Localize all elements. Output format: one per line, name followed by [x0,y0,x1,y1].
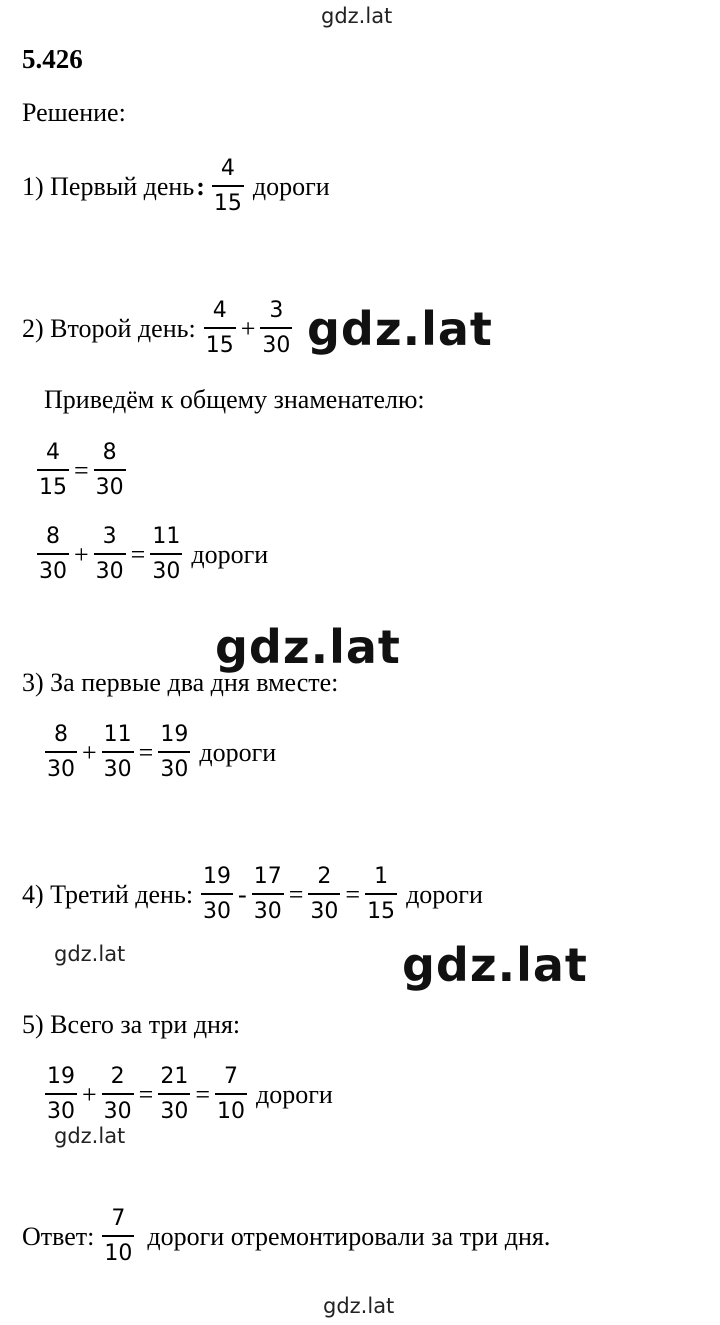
equation-1 [34,440,129,501]
watermark-bottom: gdz.lat [323,1294,395,1318]
step-1-label: 1) Первый день [22,171,195,201]
fraction: $\frac{8}{30}$ [95,440,124,500]
step-3-label: 3) За первые два дня вместе: [22,668,339,697]
answer [22,1206,550,1267]
watermark-small: gdz.lat [54,942,126,966]
watermark-top: gdz.lat [321,4,393,28]
step-1 [22,156,330,217]
fraction: $\frac{1}{15}$ [367,864,396,924]
plus-sign: + [74,539,89,569]
step-5-label: 5) Всего за три дня: [22,1010,241,1039]
fraction: $\frac{3}{30}$ [95,524,124,584]
minus-sign: - [238,879,247,909]
common-denominator-text: Приведём к общему знаменателю: [44,385,425,414]
fraction: $\frac{4}{15}$ [213,156,242,216]
watermark-large: gdz.lat [402,938,588,992]
fraction: $\frac{21}{30}$ [160,1064,189,1124]
fraction: $\frac{17}{30}$ [253,864,282,924]
fraction: $\frac{19}{30}$ [203,864,232,924]
fraction: $\frac{2}{30}$ [310,864,339,924]
equation-2 [34,524,268,585]
watermark-small: gdz.lat [54,1124,126,1148]
watermark-large: gdz.lat [307,302,493,356]
equals-sign: = [74,455,89,485]
fraction: $\frac{4}{15}$ [205,298,234,358]
fraction: $\frac{7}{10}$ [104,1206,133,1266]
word-road: дороги [256,1079,333,1109]
fraction: $\frac{4}{15}$ [39,440,67,500]
equation-3 [42,722,276,783]
fraction: $\frac{3}{30}$ [262,298,291,358]
fraction: $\frac{2}{30}$ [103,1064,132,1124]
fraction: $\frac{19}{30}$ [160,722,189,782]
exercise-number: 5.426 [22,44,83,74]
solution-label: Решение: [22,98,126,127]
equation-5 [42,1064,333,1125]
equals-sign: = [130,539,146,569]
plus-sign: + [240,313,256,343]
word-road: дороги [191,539,269,569]
step-2-label: 2) Второй день: [22,313,196,343]
plus-sign: + [82,1079,97,1109]
equals-sign: = [288,879,304,909]
fraction: $\frac{7}{10}$ [217,1064,246,1124]
fraction: $\frac{8}{30}$ [47,722,75,782]
word-road: дороги [199,737,277,767]
equals-sign: = [195,1079,211,1109]
step-1-colon: : [196,171,205,201]
fraction: $\frac{8}{30}$ [39,524,67,584]
fraction: $\frac{11}{30}$ [152,524,181,584]
equals-sign: = [138,737,154,767]
equals-sign: = [138,1079,154,1109]
answer-label: Ответ: [22,1221,95,1251]
word-road: дороги [406,879,483,909]
step-4-label: 4) Третий день: [22,879,194,909]
fraction: $\frac{19}{30}$ [47,1064,75,1124]
equals-sign: = [345,879,361,909]
step-4 [22,864,483,925]
word-road: дороги [252,171,330,201]
answer-text: дороги отремонтировали за три дня. [147,1221,551,1251]
plus-sign: + [82,737,97,767]
step-2 [22,298,295,359]
watermark-large: gdz.lat [215,620,401,674]
fraction: $\frac{11}{30}$ [103,722,132,782]
